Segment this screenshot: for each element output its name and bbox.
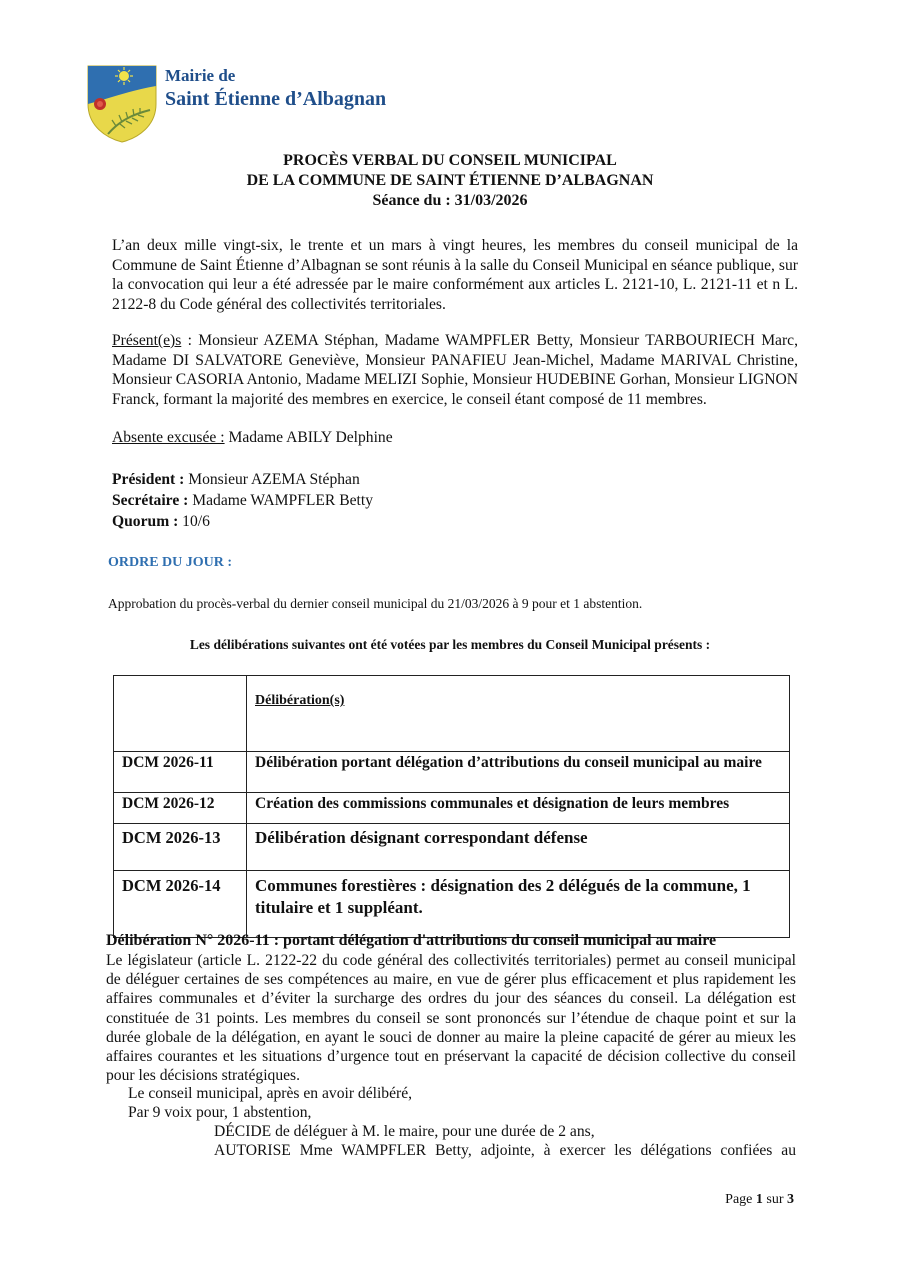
secretary-label: Secrétaire :	[112, 492, 189, 509]
page-current: 1	[755, 1192, 763, 1207]
secretary-name: Madame WAMPFLER Betty	[188, 492, 374, 509]
table-row	[114, 793, 790, 824]
minutes-approval: Approbation du procès-verbal du dernier conseil municipal du 21/03/2026 à 9 pour et 1 abstention.	[108, 596, 643, 611]
deliberation-text: Communes forestières : désignation des 2 délégués de la commune, 1 titulaire et 1 suppléant.	[247, 871, 790, 938]
secretary-line	[112, 490, 798, 511]
deliberation-code: DCM 2026-14	[114, 871, 247, 938]
table-header-label: Délibération(s)	[255, 693, 345, 708]
attendees-list: : Monsieur AZEMA Stéphan, Madame WAMPFLER Betty, Monsieur TARBOURIECH Marc, Madame DI SALVATORE Geneviève, Monsieur PANAFIEU Jean-Michel, Madame MARIVAL Christine, Monsieur CASORIA Antonio, Madame MELIZI Sophie, Monsieur HUDEBINE Gorhan, Monsieur LIGNON Franck, formant la majorité des membres en exercice, le conseil étant composé de 11 membres.	[112, 332, 798, 408]
table-row	[114, 824, 790, 871]
page-total: 3	[787, 1192, 794, 1207]
deliberation-code: DCM 2026-11	[114, 752, 247, 793]
intro-paragraph: L’an deux mille vingt-six, le trente et un mars à vingt heures, les membres du conseil municipal de la Commune de Saint Étienne d’Albagnan se sont réunis à la salle du Conseil Municipal en séance publique, sur la convocation qui leur a été adressée par le maire conformément aux articles L. 2121-10, L. 2121-11 et n L. 2122-8 du Code général des collectivités territoriales.	[112, 237, 798, 313]
president-label: Président :	[112, 471, 185, 488]
deliberation-text: Création des commissions communales et désignation de leurs membres	[247, 793, 790, 824]
agenda-heading: ORDRE DU JOUR :	[108, 555, 233, 570]
attendees-label: Présent(e)s	[112, 332, 182, 349]
absentees-label: Absente excusée :	[112, 429, 225, 446]
table-header-row	[114, 676, 790, 752]
deliberation-code: DCM 2026-13	[114, 824, 247, 871]
roles-block	[112, 469, 798, 532]
page-prefix: Page	[725, 1192, 756, 1207]
document-title: PROCÈS VERBAL DU CONSEIL MUNICIPAL	[283, 152, 617, 169]
deliberation-text: Délibération portant délégation d’attributions du conseil municipal au maire	[247, 752, 790, 793]
table-row	[114, 871, 790, 938]
commune-name: Saint Étienne d’Albagnan	[165, 88, 387, 110]
municipal-crest-logo	[86, 64, 158, 144]
absentees-list: Madame ABILY Delphine	[224, 429, 393, 446]
deliberation-11-body: Le législateur (article L. 2122-22 du code général des collectivités territoriales) permet au conseil municipal de déléguer certaines de ses compétences au maire, en vue de gérer plus efficacement et plus rapidement les affaires communales et d’éviter la surcharge des ordres du jour des séances du conseil. La délégation est constituée de 31 points. Les membres du conseil se sont prononcés sur l’étendue de chaque point et sur la durée globale de la délégation, en ayant le souci de donner au maire la pleine capacité de gérer au mieux les affaires courantes et les situations d’urgence tout en préservant la capacité de décision collective du conseil pour les décisions stratégiques.	[106, 952, 796, 1085]
deliberations-table	[113, 675, 790, 938]
session-date: Séance du : 31/03/2026	[372, 192, 528, 209]
deliberation-11-title: Délibération N° 2026-11 : portant délégation d'attributions du conseil municipal au maire	[106, 932, 717, 949]
deliberation-text: Délibération désignant correspondant défense	[247, 824, 790, 871]
deliberation-code: DCM 2026-12	[114, 793, 247, 824]
decide-line: DÉCIDE de déléguer à M. le maire, pour une durée de 2 ans,	[214, 1123, 595, 1140]
absentees-paragraph	[112, 428, 798, 448]
president-name: Monsieur AZEMA Stéphan	[184, 471, 360, 488]
attendees-paragraph	[112, 331, 798, 409]
quorum-value: 10/6	[178, 513, 210, 530]
table-header-empty-cell	[114, 676, 247, 752]
deliberation-line: Le conseil municipal, après en avoir délibéré,	[128, 1085, 413, 1102]
deliberations-intro: Les délibérations suivantes ont été votées par les membres du Conseil Municipal présents :	[189, 637, 711, 652]
quorum-line	[112, 511, 798, 532]
vote-line: Par 9 voix pour, 1 abstention,	[128, 1104, 312, 1121]
autorise-line: AUTORISE Mme WAMPFLER Betty, adjointe, à exercer les délégations confiées au	[214, 1142, 796, 1159]
page-number	[725, 1192, 794, 1208]
president-line	[112, 469, 798, 490]
page-separator: sur	[762, 1192, 787, 1207]
table-header-cell	[247, 676, 790, 752]
document-subtitle: DE LA COMMUNE DE SAINT ÉTIENNE D’ALBAGNAN	[246, 172, 654, 189]
mairie-label: Mairie de	[165, 66, 236, 85]
table-row	[114, 752, 790, 793]
quorum-label: Quorum :	[112, 513, 179, 530]
